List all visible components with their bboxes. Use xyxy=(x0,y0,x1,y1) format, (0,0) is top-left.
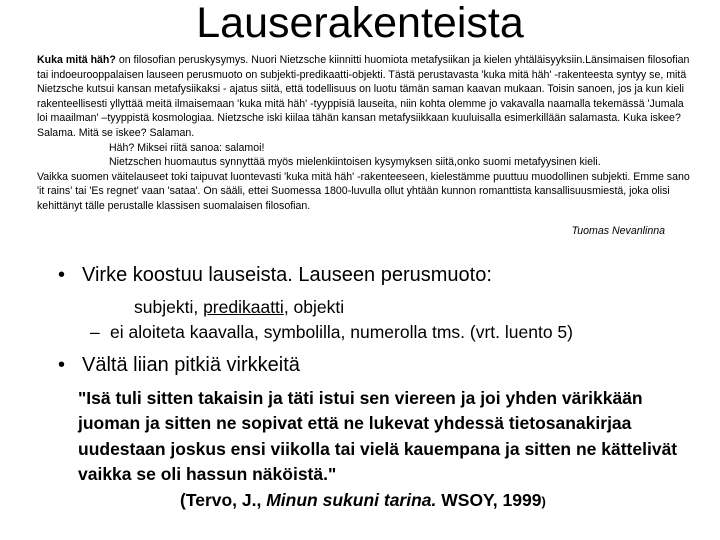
bullet-list xyxy=(58,262,698,511)
bullet-item-long-sentences xyxy=(58,352,698,378)
bullet-dot-icon: • xyxy=(58,264,66,286)
sub-item-svo xyxy=(134,296,698,319)
quote-paragraph-3: Nietzschen huomautus synnyttää myös mielenkiintoisen kysymyksen siitä,onko suomi metafyysinen kieli. xyxy=(109,156,601,169)
quote-signature: Tuomas Nevanlinna xyxy=(571,224,665,237)
quote-block xyxy=(37,53,697,238)
bullet-dot-icon: • xyxy=(58,354,66,376)
citation-publisher: WSOY, 1999 xyxy=(436,489,542,510)
citation-close: ) xyxy=(541,493,546,509)
example-citation xyxy=(180,490,698,511)
sub-item-svo-predicate: predikaatti xyxy=(203,297,284,317)
sub-item-svo-a: subjekti, xyxy=(134,297,204,317)
sub-item-text: ei aloiteta kaavalla, symbolilla, numerolla tms. (vrt. luento 5) xyxy=(110,322,573,342)
dash-icon: – xyxy=(90,322,100,342)
sub-item-svo-b: , objekti xyxy=(283,297,345,317)
quote-paragraph-1-text: on filosofian peruskysymys. Nuori Nietzsche kiinnitti huomiota metafysiikan ja kielen yhtäläisyyksiin.Länsimaisen filosofian tai indoeurooppalaisen lauseen perusmuoto on subjekti-predikaatti-objekti. Tästä perustavasta 'kuka mitä häh' -rakenteesta syntyy se, mitä Nietzsche kutsui kansan metafysiikaksi - ajatus siitä, että todellisuus on luotu tämän saman kaavan mukaan. Toisin sanoen, jos ja kun kieli rakenteellisesti yllyttää meitä ilmaisemaan 'kuka mitä häh' -tyyppisiä lauseita, niin kohta olemme jo vakavalla naamalla tekemässä 'Jumala loi maailman' –tyyppistä kosmologiaa. Nietzsche iski kiilaa tähän kansan metafysiikkaan kuuluisalla esimerkillään salamasta. Kuka iskee? Salama. Mitä se iskee? Salaman. xyxy=(37,54,690,139)
sub-item-no-formula-start xyxy=(90,321,698,344)
quote-paragraph-4: Vaikka suomen väitelauseet toki taipuvat luontevasti 'kuka mitä häh' -rakenteeseen, kielestämme puuttuu muodollinen subjekti. Emme sano 'it rains' tai 'Es regnet' vaan 'sataa'. On sääli, ettei Suomessa 1800-luvulla ollut yhtään kunnon romanttista kansallisuusmiestä, joka olisi kehittänyt tälle perustalle klassisen suomalaisen filosofian. xyxy=(37,170,690,212)
bullet-text: Vältä liian pitkiä virkkeitä xyxy=(82,354,300,376)
quote-paragraph-2: Häh? Miksei riitä sanoa: salamoi! xyxy=(109,141,265,154)
bullet-item-sentence-structure xyxy=(58,262,698,288)
quote-lead: Kuka mitä häh? xyxy=(37,54,116,66)
citation-author: (Tervo, J., xyxy=(180,489,267,510)
page-title: Lauserakenteista xyxy=(196,0,524,47)
citation-book: Minun sukuni tarina. xyxy=(266,489,437,510)
example-quote: "Isä tuli sitten takaisin ja täti istui sen viereen ja joi yhden värikkään juoman ja sitten ne sopivat että ne lukevat yhdessä tietosanakirjaa uudestaan joskus ensi viikolla tai vielä kauempana ja sitten ne kättelivät vaikka se oli hassun näköistä." xyxy=(78,388,678,485)
quote-paragraph-1 xyxy=(37,53,697,141)
bullet-text: Virke koostuu lauseista. Lauseen perusmuoto: xyxy=(82,264,492,286)
